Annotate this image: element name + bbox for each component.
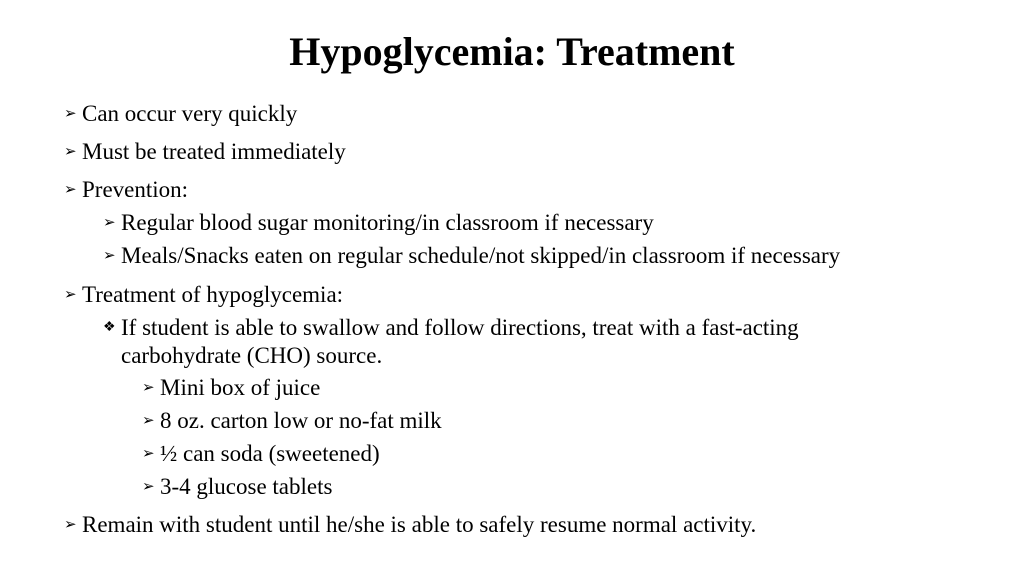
arrow-bullet-icon: ➢ [142, 380, 155, 396]
bullet-level2 [103, 242, 840, 270]
arrow-bullet-icon: ➢ [103, 215, 116, 231]
bullet-level3 [142, 407, 442, 435]
arrow-bullet-icon: ➢ [103, 248, 116, 264]
bullet-level2-diamond [103, 314, 903, 370]
bullet-text: If student is able to swallow and follow directions, treat with a fast-acting carbohydrate (CHO) source. [121, 315, 799, 368]
bullet-text: Remain with student until he/she is able to safely resume normal activity. [82, 512, 757, 537]
bullet-level1 [64, 281, 343, 309]
bullet-level1 [64, 100, 297, 128]
bullet-text: Can occur very quickly [82, 101, 298, 126]
arrow-bullet-icon: ➢ [142, 413, 155, 429]
bullet-level2 [103, 209, 654, 237]
bullet-text: Must be treated immediately [82, 139, 346, 164]
arrow-bullet-icon: ➢ [64, 144, 77, 160]
bullet-level1 [64, 176, 188, 204]
bullet-text: 3-4 glucose tablets [160, 474, 333, 499]
bullet-text: ½ can soda (sweetened) [160, 441, 380, 466]
bullet-level1 [64, 511, 756, 539]
bullet-level3 [142, 374, 320, 402]
bullet-text: Mini box of juice [160, 375, 321, 400]
bullet-level3 [142, 440, 380, 468]
bullet-text: 8 oz. carton low or no-fat milk [160, 408, 442, 433]
arrow-bullet-icon: ➢ [64, 287, 77, 303]
bullet-text: Treatment of hypoglycemia: [82, 282, 344, 307]
arrow-bullet-icon: ➢ [64, 106, 77, 122]
bullet-text: Regular blood sugar monitoring/in classroom if necessary [121, 210, 654, 235]
arrow-bullet-icon: ➢ [142, 479, 155, 495]
arrow-bullet-icon: ➢ [142, 446, 155, 462]
bullet-text: Prevention: [82, 177, 189, 202]
slide-title: Hypoglycemia: Treatment [289, 29, 735, 74]
bullet-level1 [64, 138, 346, 166]
arrow-bullet-icon: ➢ [64, 182, 77, 198]
diamond-bullet-icon: ❖ [103, 320, 116, 335]
bullet-level3 [142, 473, 332, 501]
bullet-text: Meals/Snacks eaten on regular schedule/not skipped/in classroom if necessary [121, 243, 841, 268]
arrow-bullet-icon: ➢ [64, 517, 77, 533]
